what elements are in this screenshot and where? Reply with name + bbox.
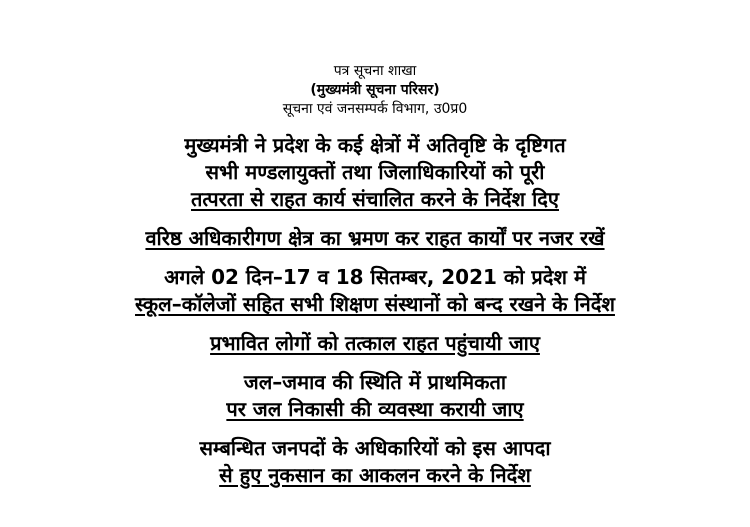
header-department: सूचना एवं जनसम्पर्क विभाग, उ0प्र0: [282, 101, 468, 117]
headline-assessment-line-2: से हुए नुकसान का आकलन करने के निर्देश: [219, 463, 531, 487]
department-header: [0, 62, 750, 119]
headline-assessment-line-1: सम्बन्धित जनपदों के अधिकारियों को इस आपदा: [199, 436, 551, 460]
headline-main-line-3: तत्परता से राहत कार्य संचालित करने के निर्देश दिए: [191, 187, 559, 211]
headline-schools-line-1: अगले 02 दिन–17 व 18 सितम्बर, 2021 को प्रदेश में: [164, 265, 586, 289]
headline-drainage-line-2: पर जल निकासी की व्यवस्था करायी जाए: [226, 397, 524, 421]
headline-relief-line-1: प्रभावित लोगों को तत्काल राहत पहुंचायी जाए: [210, 331, 540, 355]
header-branch: पत्र सूचना शाखा: [333, 63, 417, 79]
headline-assessment: [0, 435, 750, 489]
headline-schools-line-2: स्कूल–कॉलेजों सहित सभी शिक्षण संस्थानों को बन्द रखने के निर्देश: [135, 292, 615, 316]
headline-relief: [0, 330, 750, 357]
headline-main-line-2: सभी मण्डलायुक्तों तथा जिलाधिकारियों को पूरी: [205, 160, 545, 184]
headline-officers-line-1: वरिष्ठ अधिकारीगण क्षेत्र का भ्रमण कर राहत कार्यों पर नजर रखें: [145, 226, 605, 250]
headline-officers: [0, 225, 750, 252]
headline-drainage: [0, 369, 750, 423]
headline-drainage-line-1: जल–जमाव की स्थिति में प्राथमिकता: [243, 370, 507, 394]
header-campus: (मुख्यमंत्री सूचना परिसर): [310, 82, 440, 98]
headline-main: [0, 132, 750, 213]
headline-main-line-1: मुख्यमंत्री ने प्रदेश के कई क्षेत्रों में अतिवृष्टि के दृष्टिगत: [184, 133, 566, 157]
headline-schools: [0, 264, 750, 318]
